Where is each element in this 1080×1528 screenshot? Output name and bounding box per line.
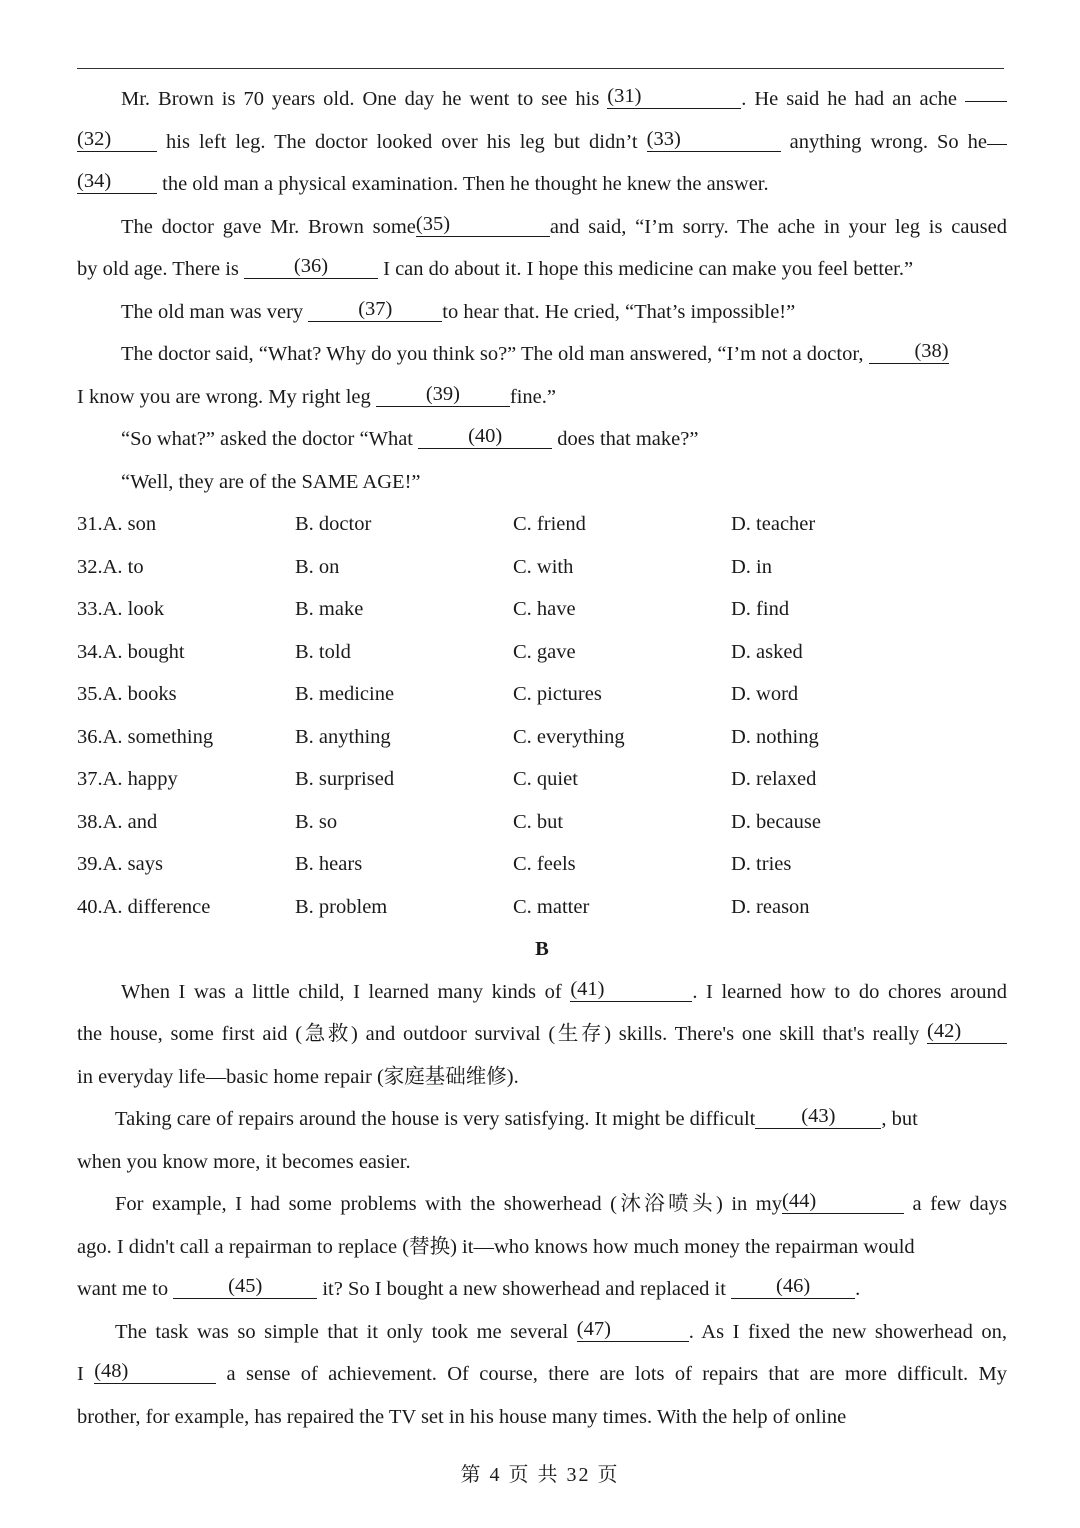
passage-line	[77, 163, 1007, 206]
option-d[interactable]: D. word	[731, 683, 799, 705]
option-row	[77, 588, 1007, 631]
blank-39[interactable]: (39)	[376, 382, 510, 407]
passage-line	[77, 971, 1007, 1014]
option-a[interactable]: 38.A. and	[77, 810, 158, 833]
option-c[interactable]: C. matter	[513, 895, 590, 918]
blank-33[interactable]: (33)	[647, 127, 781, 152]
passage-line	[77, 1183, 1007, 1226]
passage-line	[77, 1311, 1007, 1354]
option-d[interactable]: D. asked	[731, 640, 803, 663]
text: want me to	[77, 1278, 174, 1300]
text: ago. I didn't call a repairman to replace (替换) it—who knows how much money the repairman would	[77, 1235, 915, 1258]
text: For example, I had some problems with the showerhead (沐浴喷头) in my	[115, 1193, 783, 1215]
text: in everyday life—basic home repair (家庭基础维修).	[77, 1065, 519, 1088]
option-row	[77, 546, 1007, 589]
option-a[interactable]: 40.A. difference	[77, 895, 211, 918]
blank-37[interactable]: (37)	[308, 297, 442, 322]
text: and said, “I’m sorry. The ache in your leg is caused	[549, 215, 1007, 238]
option-d[interactable]: D. find	[731, 598, 790, 620]
option-row	[77, 758, 1007, 801]
option-c[interactable]: C. friend	[513, 513, 586, 535]
text: Taking care of repairs around the house is very satisfying. It might be difficult	[115, 1108, 756, 1130]
passage-b	[77, 971, 1007, 1439]
blank-38[interactable]: (38)	[869, 339, 949, 364]
option-a[interactable]: 33.A. look	[77, 598, 165, 620]
option-b[interactable]: B. on	[295, 555, 340, 578]
page-content	[77, 78, 1007, 1438]
text: When I was a little child, I learned many kinds of	[121, 980, 571, 1003]
option-b[interactable]: B. anything	[295, 725, 391, 748]
section-title: B	[535, 938, 549, 960]
option-c[interactable]: C. everything	[513, 725, 625, 748]
text: I know you are wrong. My right leg	[77, 385, 376, 408]
passage-line	[77, 1226, 1007, 1269]
blank-34[interactable]: (34)	[77, 169, 157, 194]
passage-line	[77, 206, 1007, 249]
text: I can do about it. I hope this medicine can make you feel better.”	[378, 258, 914, 280]
text: The doctor said, “What? Why do you think so?” The old man answered, “I’m not a doctor,	[121, 343, 869, 365]
option-d[interactable]: D. tries	[731, 853, 792, 875]
text: . As I fixed the new showerhead on,	[688, 1320, 1007, 1343]
option-a[interactable]: 32.A. to	[77, 555, 144, 578]
passage-line	[77, 1268, 1007, 1311]
passage-line	[77, 418, 1007, 461]
text: fine.”	[509, 385, 557, 408]
passage-line	[77, 1098, 1007, 1141]
page-footer: 第 4 页 共 32 页	[460, 1464, 620, 1486]
option-c[interactable]: C. gave	[513, 640, 576, 663]
passage-line	[77, 1141, 1007, 1184]
blank-40[interactable]: (40)	[418, 424, 552, 449]
option-row	[77, 886, 1007, 929]
passage-line	[77, 248, 1007, 291]
option-b[interactable]: B. problem	[295, 895, 388, 918]
text: anything wrong. So he	[780, 130, 988, 153]
option-d[interactable]: D. reason	[731, 895, 810, 918]
text: The old man was very	[121, 300, 309, 323]
text: it? So I bought a new showerhead and replaced it	[317, 1278, 732, 1300]
text: a sense of achievement. Of course, there are lots of repairs that are more difficult. My	[216, 1363, 1007, 1385]
header-rule	[77, 68, 1004, 69]
option-row	[77, 801, 1007, 844]
blank-46[interactable]: (46)	[731, 1274, 855, 1299]
option-c[interactable]: C. have	[513, 598, 576, 620]
passage-line	[77, 461, 1007, 504]
passage-line	[77, 78, 1007, 121]
option-a[interactable]: 37.A. happy	[77, 768, 178, 790]
passage-line	[77, 1396, 1007, 1439]
option-b[interactable]: B. medicine	[295, 683, 395, 705]
option-b[interactable]: B. hears	[295, 853, 363, 875]
passage-line	[77, 291, 1007, 334]
option-a[interactable]: 36.A. something	[77, 725, 214, 748]
option-c[interactable]: C. with	[513, 555, 574, 578]
text: brother, for example, has repaired the TV set in his house many times. With the help of online	[77, 1405, 847, 1428]
blank-41[interactable]: (41)	[570, 977, 692, 1002]
blank-36[interactable]: (36)	[244, 254, 378, 279]
option-d[interactable]: D. nothing	[731, 725, 819, 748]
option-d[interactable]: D. teacher	[731, 513, 816, 535]
blank-32-start[interactable]	[965, 101, 1007, 102]
option-row	[77, 673, 1007, 716]
blank-44[interactable]: (44)	[782, 1189, 904, 1214]
option-d[interactable]: D. in	[731, 555, 772, 578]
blank-35[interactable]: (35)	[416, 212, 550, 237]
text: the old man a physical examination. Then he thought he knew the answer.	[157, 173, 769, 195]
option-c[interactable]: C. but	[513, 810, 564, 833]
option-d[interactable]: D. relaxed	[731, 768, 817, 790]
blank-42[interactable]: (42)	[927, 1019, 1007, 1044]
option-a[interactable]: 34.A. bought	[77, 640, 185, 663]
passage-a	[77, 78, 1007, 503]
option-a[interactable]: 35.A. books	[77, 683, 177, 705]
text: . I learned how to do chores around	[692, 980, 1008, 1003]
option-b[interactable]: B. surprised	[295, 768, 395, 790]
text: a few days	[904, 1193, 1007, 1215]
blank-45[interactable]: (45)	[173, 1274, 317, 1299]
option-row	[77, 631, 1007, 674]
option-a[interactable]: 31.A. son	[77, 513, 157, 535]
text: , but	[881, 1108, 918, 1130]
option-c[interactable]: C. feels	[513, 853, 576, 875]
passage-line	[77, 1056, 1007, 1099]
passage-line	[77, 121, 1007, 164]
options-list	[77, 503, 1007, 928]
text: the house, some first aid (急救) and outdoor survival (生存) skills. There's one skill that's really	[77, 1023, 927, 1045]
text: “Well, they are of the SAME AGE!”	[121, 470, 421, 493]
text: The task was so simple that it only took me several	[115, 1320, 577, 1343]
text: “So what?” asked the doctor “What	[121, 428, 419, 450]
text: .	[855, 1278, 861, 1300]
text: The doctor gave Mr. Brown some	[121, 215, 416, 238]
option-c[interactable]: C. quiet	[513, 768, 578, 790]
text: does that make?”	[552, 428, 699, 450]
option-row	[77, 716, 1007, 759]
option-row	[77, 843, 1007, 886]
text: . He said he had an ache	[741, 88, 966, 110]
text: to hear that. He cried, “That’s impossible!”	[442, 300, 796, 323]
option-d[interactable]: D. because	[731, 810, 821, 833]
text: by old age. There is	[77, 258, 244, 280]
option-c[interactable]: C. pictures	[513, 683, 602, 705]
option-a[interactable]: 39.A. says	[77, 853, 163, 875]
option-b[interactable]: B. so	[295, 810, 338, 833]
passage-line	[77, 1013, 1007, 1056]
option-b[interactable]: B. doctor	[295, 513, 372, 535]
option-b[interactable]: B. told	[295, 640, 351, 663]
blank-47[interactable]: (47)	[577, 1317, 689, 1342]
passage-line	[77, 1353, 1007, 1396]
text: when you know more, it becomes easier.	[77, 1150, 411, 1173]
text: Mr. Brown is 70 years old. One day he went to see his	[121, 88, 608, 110]
blank-43[interactable]: (43)	[755, 1104, 881, 1129]
passage-line	[77, 376, 1007, 419]
blank-48[interactable]: (48)	[94, 1359, 216, 1384]
passage-line	[77, 333, 1007, 376]
blank-34-start[interactable]	[987, 144, 1007, 145]
text: his left leg. The doctor looked over his leg but didn’t	[157, 130, 647, 153]
option-b[interactable]: B. make	[295, 598, 364, 620]
blank-31[interactable]: (31)	[607, 84, 741, 109]
option-row	[77, 503, 1007, 546]
text: I	[77, 1363, 95, 1385]
blank-32[interactable]: (32)	[77, 127, 157, 152]
